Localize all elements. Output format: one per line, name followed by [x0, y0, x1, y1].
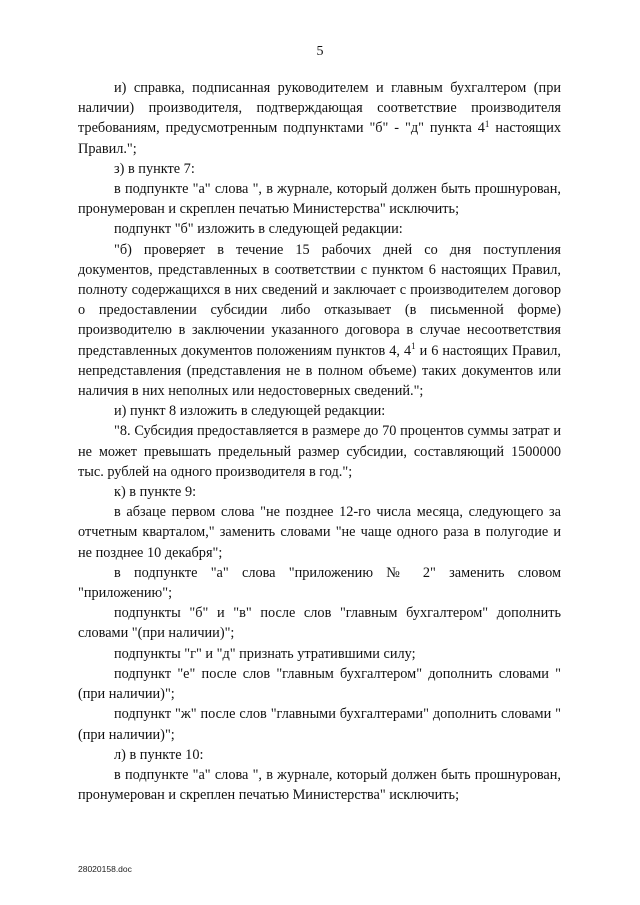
paragraph: подпункты "г" и "д" признать утратившими силу; — [114, 645, 416, 662]
superscript: 1 — [484, 118, 490, 129]
paragraph: в подпункте "а" слова ", в журнале, который должен быть прошнурован, пронумерован и скреплен печатью Министерства" исключить; — [78, 181, 561, 218]
paragraph: л) в пункте 10: — [114, 746, 204, 763]
page-number: 5 — [316, 44, 324, 59]
paragraph: в подпункте "а" слова ", в журнале, который должен быть прошнурован, пронумерован и скреплен печатью Министерства" исключить; — [78, 766, 561, 804]
paragraph: "8. Субсидия предоставляется в размере до 70 процентов суммы затрат и не может превышать предельный размер субсидии, составляющий 1500000 тыс. рублей на одного производителя в год."; — [78, 423, 561, 480]
superscript: 1 — [411, 340, 416, 351]
paragraph: и) справка, подписанная руководителем и главным бухгалтером (при наличии) производителя, подтверждающая соответствие производителя требованиям, предусмотренным подпунктами "б" - "д" пункта $4^1$ настоящих Правил."; — [78, 80, 561, 157]
paragraph: подпункт "ж" после слов "главными бухгалтерами" дополнить словами "(при наличии)"; — [78, 706, 561, 743]
paragraph: в подпункте "а" слова "приложению № 2" заменить словом "приложению"; — [78, 564, 561, 602]
paragraph: з) в пункте 7: — [114, 160, 195, 177]
paragraph: подпункты "б" и "в" после слов "главным бухгалтером" дополнить словами "(при наличии)"; — [78, 605, 561, 642]
paragraph: к) в пункте 9: — [114, 484, 197, 501]
paragraph: подпункт "б" изложить в следующей редакции: — [114, 221, 403, 238]
footer-filename: 28020158.doc — [78, 864, 132, 874]
paragraph: в абзаце первом слова "не позднее 12-го числа месяца, следующего за отчетным кварталом," заменить словами "не чаще одного раза в полугодие и не позднее 10 декабря"; — [78, 504, 561, 561]
paragraph: подпункт "е" после слов "главным бухгалтером" дополнить словами "(при наличии)"; — [78, 665, 561, 703]
paragraph: "б) проверяет в течение 15 рабочих дней со дня поступления документов, представленных в соответствии с пунктом 6 настоящих Правил, полноту содержащихся в них сведений и заключает с производителем договор о предоставлении субсидии либо отказывает (в письменной форме) производителю в заключении указанного договора в случае несоответствия представленных документов положениям пунктов 4, $4^1$ и 6 настоящих Правил, непредставления (представления не в полном объеме) таких документов или наличия в них неполных или недостоверных сведений."; — [78, 241, 561, 400]
paragraph: и) пункт 8 изложить в следующей редакции: — [114, 403, 386, 420]
document-body — [78, 78, 561, 805]
